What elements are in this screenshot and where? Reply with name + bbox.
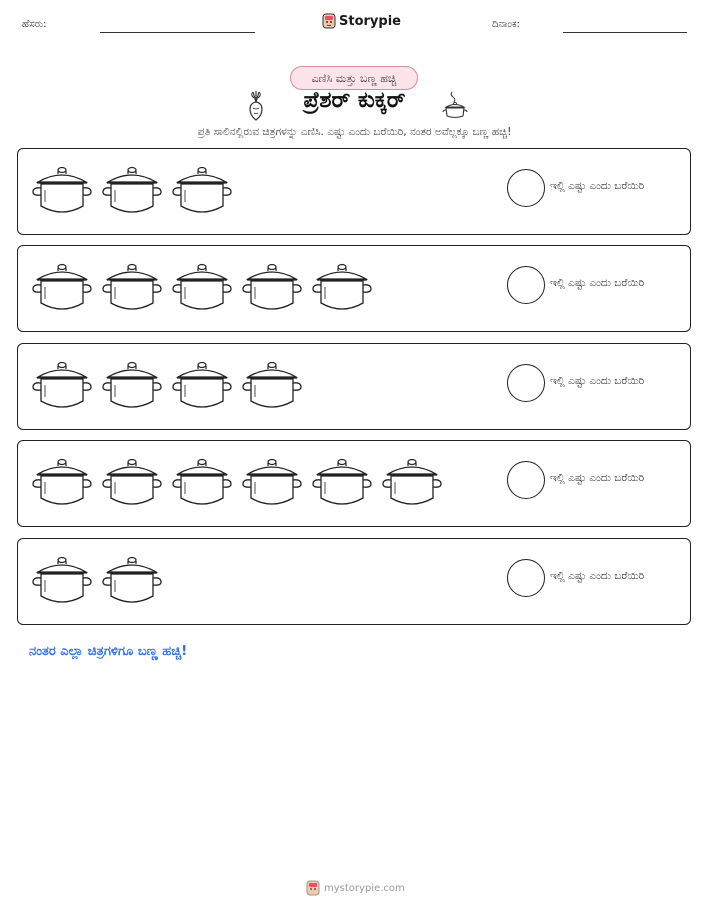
cooking-pot-icon — [32, 554, 92, 608]
name-label: ಹೆಸರು: — [22, 19, 47, 30]
pot-group — [32, 261, 372, 315]
steaming-pot-icon — [441, 90, 469, 120]
answer-circle[interactable] — [507, 559, 545, 597]
cooking-pot-icon — [32, 359, 92, 413]
cooking-pot-icon — [242, 359, 302, 413]
instructions: ಪ್ರತಿ ಸಾಲಿನಲ್ಲಿರುವ ಚಿತ್ರಗಳನ್ನು ಎಣಿಸಿ. ಎಷ್ಟು ಎಂದು ಬರೆಯಿರಿ, ನಂತರ ಅವೆಲ್ಲಕ್ಕೂ ಬಣ್ಣ ಹಚ್ಚಿ! — [197, 126, 512, 138]
answer-hint: ಇಲ್ಲಿ ಎಷ್ಟು ಎಂದು ಬರೆಯಿರಿ — [550, 570, 645, 582]
pot-group — [32, 554, 162, 608]
cooking-pot-icon — [32, 261, 92, 315]
activity-badge: ಎಣಿಸಿ ಮತ್ತು ಬಣ್ಣ ಹಚ್ಚಿ — [290, 66, 418, 90]
cooking-pot-icon — [312, 261, 372, 315]
date-label: ದಿನಾಂಕ: — [492, 19, 520, 30]
date-input-line[interactable] — [563, 32, 687, 33]
cooking-pot-icon — [32, 456, 92, 510]
name-input-line[interactable] — [100, 32, 255, 33]
pot-group — [32, 164, 232, 218]
cooking-pot-icon — [102, 261, 162, 315]
answer-circle[interactable] — [507, 266, 545, 304]
cooking-pot-icon — [172, 164, 232, 218]
cooking-pot-icon — [32, 164, 92, 218]
counting-row — [17, 440, 691, 527]
cooking-pot-icon — [102, 456, 162, 510]
answer-hint: ಇಲ್ಲಿ ಎಷ್ಟು ಎಂದು ಬರೆಯಿರಿ — [550, 472, 645, 484]
cooking-pot-icon — [102, 359, 162, 413]
storypie-logo — [322, 13, 401, 29]
answer-circle[interactable] — [507, 461, 545, 499]
counting-row — [17, 148, 691, 235]
answer-circle[interactable] — [507, 364, 545, 402]
cooking-pot-icon — [242, 261, 302, 315]
storypie-mascot-icon — [306, 880, 320, 896]
counting-row — [17, 245, 691, 332]
counting-row — [17, 343, 691, 430]
pot-group — [32, 359, 302, 413]
storypie-mascot-icon — [322, 13, 336, 29]
cooking-pot-icon — [102, 554, 162, 608]
answer-hint: ಇಲ್ಲಿ ಎಷ್ಟು ಎಂದು ಬರೆಯಿರಿ — [550, 277, 645, 289]
footer-instruction: ನಂತರ ಎಲ್ಲಾ ಚಿತ್ರಗಳಿಗೂ ಬಣ್ಣ ಹಚ್ಚಿ! — [29, 644, 188, 659]
cooking-pot-icon — [172, 261, 232, 315]
site-footer — [306, 880, 405, 896]
cooking-pot-icon — [312, 456, 372, 510]
cooking-pot-icon — [102, 164, 162, 218]
cooking-pot-icon — [172, 359, 232, 413]
counting-row — [17, 538, 691, 625]
site-url: mystorypie.com — [324, 882, 405, 894]
answer-hint: ಇಲ್ಲಿ ಎಷ್ಟು ಎಂದು ಬರೆಯಿರಿ — [550, 375, 645, 387]
brand-name: Storypie — [339, 13, 401, 29]
answer-circle[interactable] — [507, 169, 545, 207]
worksheet-title: ಪ್ರೆಶರ್ ಕುಕ್ಕರ್ — [303, 88, 406, 113]
pot-group — [32, 456, 442, 510]
cooking-pot-icon — [382, 456, 442, 510]
cooking-pot-icon — [242, 456, 302, 510]
cooking-pot-icon — [172, 456, 232, 510]
answer-hint: ಇಲ್ಲಿ ಎಷ್ಟು ಎಂದು ಬರೆಯಿರಿ — [550, 180, 645, 192]
